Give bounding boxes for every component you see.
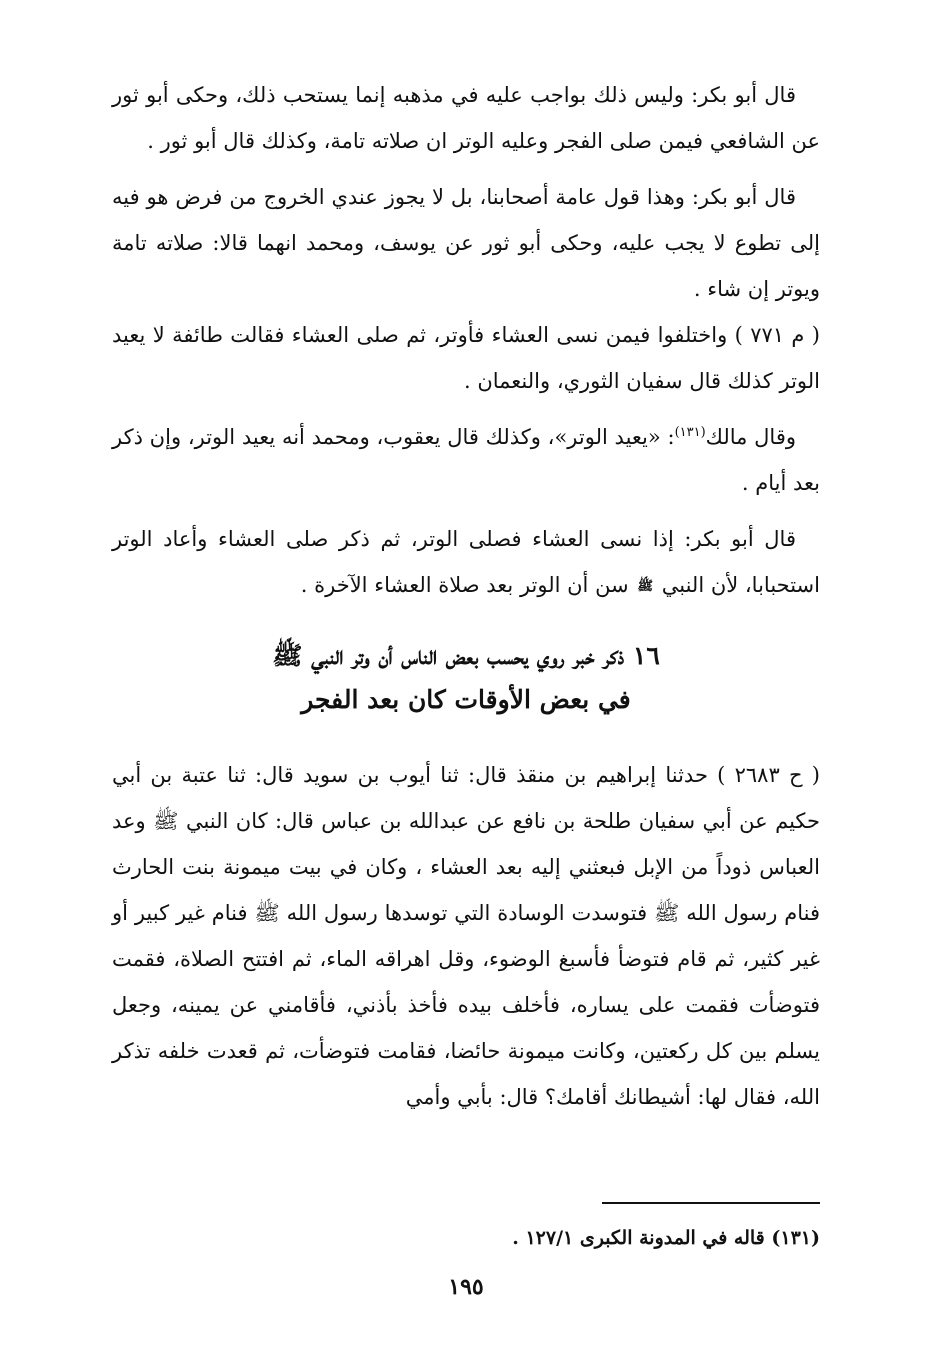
paragraph-5 [112, 516, 820, 608]
paragraph-3 [112, 312, 820, 404]
footnote-divider [602, 1202, 820, 1204]
spacer [112, 506, 820, 516]
section-heading-line-1: ١٦ ذكر خبر روي يحسب بعض الناس أن وتر النبي ﷺ [272, 641, 660, 670]
paragraph-3-text: ( م ٧٧١ ) واختلفوا فيمن نسى العشاء فأوتر، ثم صلى العشاء فقالت طائفة لا يعيد الوتر كذلك قال سفيان الثوري، والنعمان . [112, 323, 820, 393]
paragraph-1-text: قال أبو بكر: وليس ذلك بواجب عليه في مذهبه إنما يستحب ذلك، وحكى أبو ثور عن الشافعي فيمن صلى الفجر وعليه الوتر ان صلاته تامة، وكذلك قال أبو ثور . [112, 83, 820, 153]
paragraph-5-text-start: قال أبو بكر: إذا نسى العشاء فصلى الوتر، ثم ذكر صلى العشاء وأعاد الوتر استحبابا، لأن النبي [112, 527, 820, 597]
page-number: ١٩٥ [448, 1274, 484, 1300]
section-heading [112, 634, 820, 722]
paragraph-4-text-end: : «يعيد الوتر»، وكذلك قال يعقوب، ومحمد أنه يعيد الوتر، وإن ذكر بعد أيام . [112, 425, 820, 495]
paragraph-4-text-start: وقال مالك [705, 425, 796, 449]
paragraph-5-text-end: سن أن الوتر بعد صلاة العشاء الآخرة . [300, 573, 629, 597]
paragraph-4 [112, 414, 820, 506]
spacer [112, 404, 820, 414]
footnote: (١٣١) قاله في المدونة الكبرى ١٢٧/١ . [512, 1227, 820, 1249]
book-page [112, 72, 820, 1322]
spacer [112, 164, 820, 174]
paragraph-2 [112, 174, 820, 312]
paragraph-1 [112, 72, 820, 164]
section-heading-line-2: في بعض الأوقات كان بعد الفجر [301, 685, 631, 714]
salla-ligature: ﷺ [637, 578, 654, 594]
paragraph-2-text: قال أبو بكر: وهذا قول عامة أصحابنا، بل لا يجوز عندي الخروج من فرض هو فيه إلى تطوع لا يجب عليه، وحكى أبو ثور عن يوسف، ومحمد انهما قالا: صلاته تامة ويوتر إن شاء . [112, 185, 820, 301]
footnote-reference: (١٣١) [674, 425, 706, 440]
hadith-text: ( ح ٢٦٨٣ ) حدثنا إبراهيم بن منقذ قال: ثنا أيوب بن سويد قال: ثنا عتبة بن أبي حكيم عن أبي سفيان طلحة بن نافع عن عبدالله بن عباس قال: كان النبي ﷺ وعد العباس ذوداً من الإبل فبعثني إليه بعد العشاء ، وكان في بيت ميمونة بنت الحارث فنام رسول الله ﷺ فتوسدت الوسادة التي توسدها رسول الله ﷺ فنام غير كبير أو غير كثير، ثم قام فتوضأ فأسبغ الوضوء، وقل اهراقه الماء، ثم افتتح الصلاة، فقمت فتوضأت فقمت على يساره، فأخلف بيده فأخذ بأذني، فأقامني عن يمينه، وجعل يسلم بين كل ركعتين، وكانت ميمونة حائضا، فقامت فتوضأت، ثم قعدت خلفه تذكر الله، فقال لها: أشيطانك أقامك؟ قال: بأبي وأمي [112, 763, 820, 1109]
hadith-paragraph [112, 752, 820, 1120]
